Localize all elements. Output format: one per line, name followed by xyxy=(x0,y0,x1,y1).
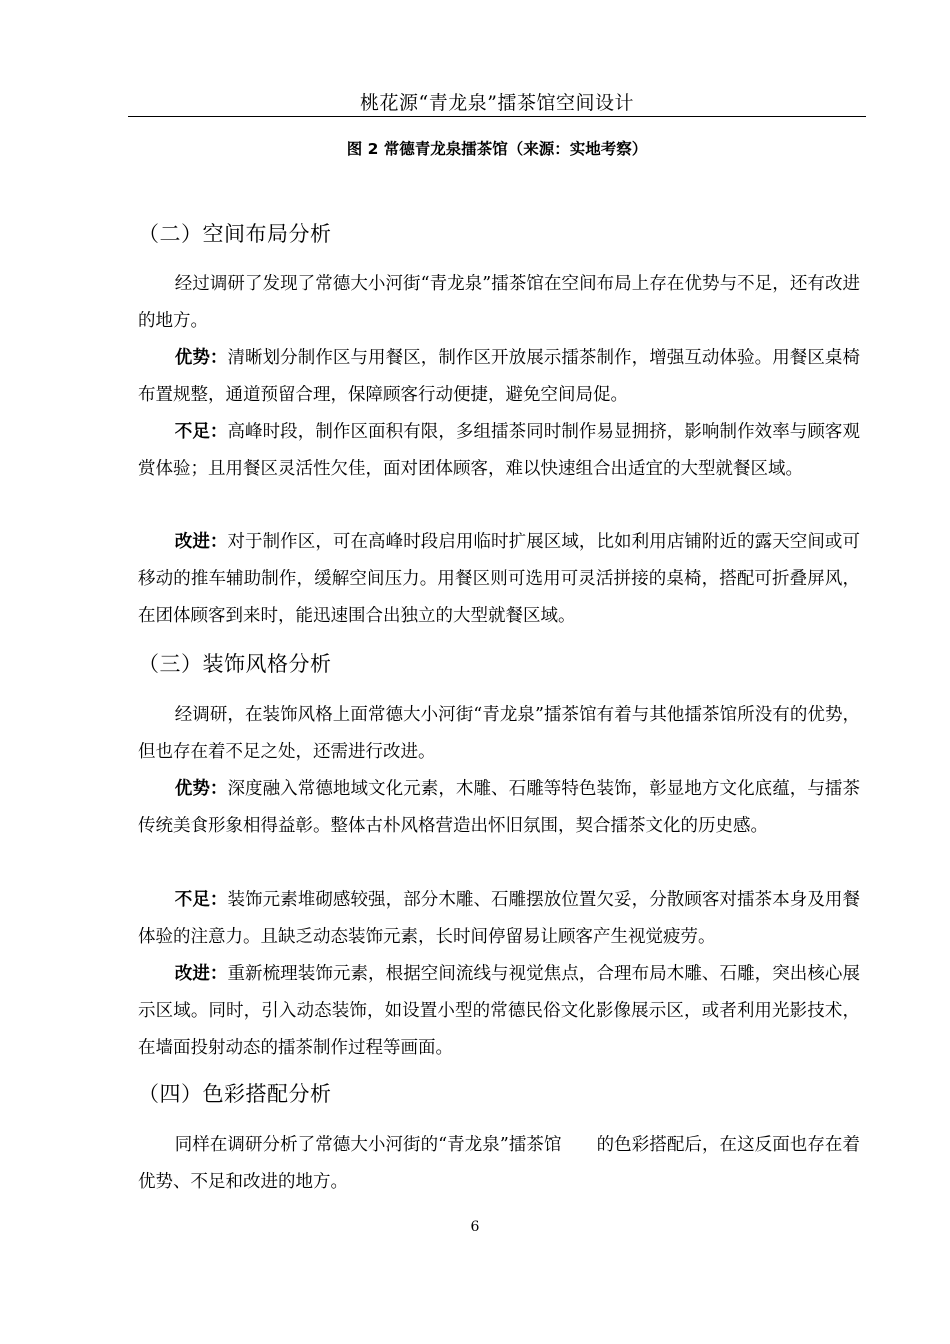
shortcoming-label: 不足： xyxy=(174,422,228,442)
paragraph-color-intro xyxy=(138,1127,860,1201)
section-heading-color: （四）色彩搭配分析 xyxy=(138,1082,332,1106)
shortcoming-label: 不足： xyxy=(174,890,228,910)
paragraph-layout-improvement xyxy=(138,524,860,635)
paragraph-layout-intro xyxy=(138,266,860,340)
color-intro-text-part1: 同样在调研分析了常德大小河街的“青龙泉”擂茶馆 xyxy=(174,1135,562,1155)
running-header-title: 桃花源“青龙泉”擂茶馆空间设计 xyxy=(360,92,634,114)
header-rule xyxy=(128,116,866,117)
advantage-text: 深度融入常德地域文化元素，木雕、石雕等特色装饰，彰显地方文化底蕴，与擂茶传统美食形象相得益彰。整体古朴风格营造出怀旧氛围，契合擂茶文化的历史感。 xyxy=(138,779,860,836)
paragraph-layout-shortcoming xyxy=(138,414,860,488)
decoration-intro-text: 经调研，在装饰风格上面常德大小河街“青龙泉”擂茶馆有着与其他擂茶馆所没有的优势，但也存在着不足之处，还需进行改进。 xyxy=(138,705,860,762)
color-intro-text-part2: 的色彩搭配后，在这反面也存在着优势、不足和改进的地方。 xyxy=(138,1135,860,1192)
paragraph-decoration-shortcoming xyxy=(138,882,860,956)
advantage-label: 优势： xyxy=(174,348,228,368)
shortcoming-text: 装饰元素堆砌感较强，部分木雕、石雕摆放位置欠妥，分散顾客对擂茶本身及用餐体验的注意力。且缺乏动态装饰元素，长时间停留易让顾客产生视觉疲劳。 xyxy=(138,890,860,947)
paragraph-layout-advantage xyxy=(138,340,860,414)
improvement-label: 改进： xyxy=(174,964,228,984)
paragraph-decoration-improvement xyxy=(138,956,860,1067)
section-heading-decoration: （三）装饰风格分析 xyxy=(138,652,332,676)
advantage-label: 优势： xyxy=(174,779,228,799)
section-heading-layout: （二）空间布局分析 xyxy=(138,222,332,246)
layout-intro-text: 经过调研了发现了常德大小河街“青龙泉”擂茶馆在空间布局上存在优势与不足，还有改进的地方。 xyxy=(138,274,860,331)
paragraph-decoration-intro xyxy=(138,697,860,771)
advantage-text: 清晰划分制作区与用餐区，制作区开放展示擂茶制作，增强互动体验。用餐区桌椅布置规整，通道预留合理，保障顾客行动便捷，避免空间局促。 xyxy=(138,348,860,405)
page-number: 6 xyxy=(470,1219,480,1235)
improvement-text: 对于制作区，可在高峰时段启用临时扩展区域，比如利用店铺附近的露天空间或可移动的推车辅助制作，缓解空间压力。用餐区则可选用可灵活拼接的桌椅，搭配可折叠屏风，在团体顾客到来时，能迅速围合出独立的大型就餐区域。 xyxy=(138,532,860,626)
improvement-text: 重新梳理装饰元素，根据空间流线与视觉焦点，合理布局木雕、石雕，突出核心展示区域。同时，引入动态装饰，如设置小型的常德民俗文化影像展示区，或者利用光影技术，在墙面投射动态的擂茶制作过程等画面。 xyxy=(138,964,860,1058)
figure-caption: 图 2 常德青龙泉擂茶馆（来源：实地考察） xyxy=(346,140,648,158)
shortcoming-text: 高峰时段，制作区面积有限，多组擂茶同时制作易显拥挤，影响制作效率与顾客观赏体验；且用餐区灵活性欠佳，面对团体顾客，难以快速组合出适宜的大型就餐区域。 xyxy=(138,422,860,479)
improvement-label: 改进： xyxy=(174,532,228,552)
paragraph-decoration-advantage xyxy=(138,771,860,845)
